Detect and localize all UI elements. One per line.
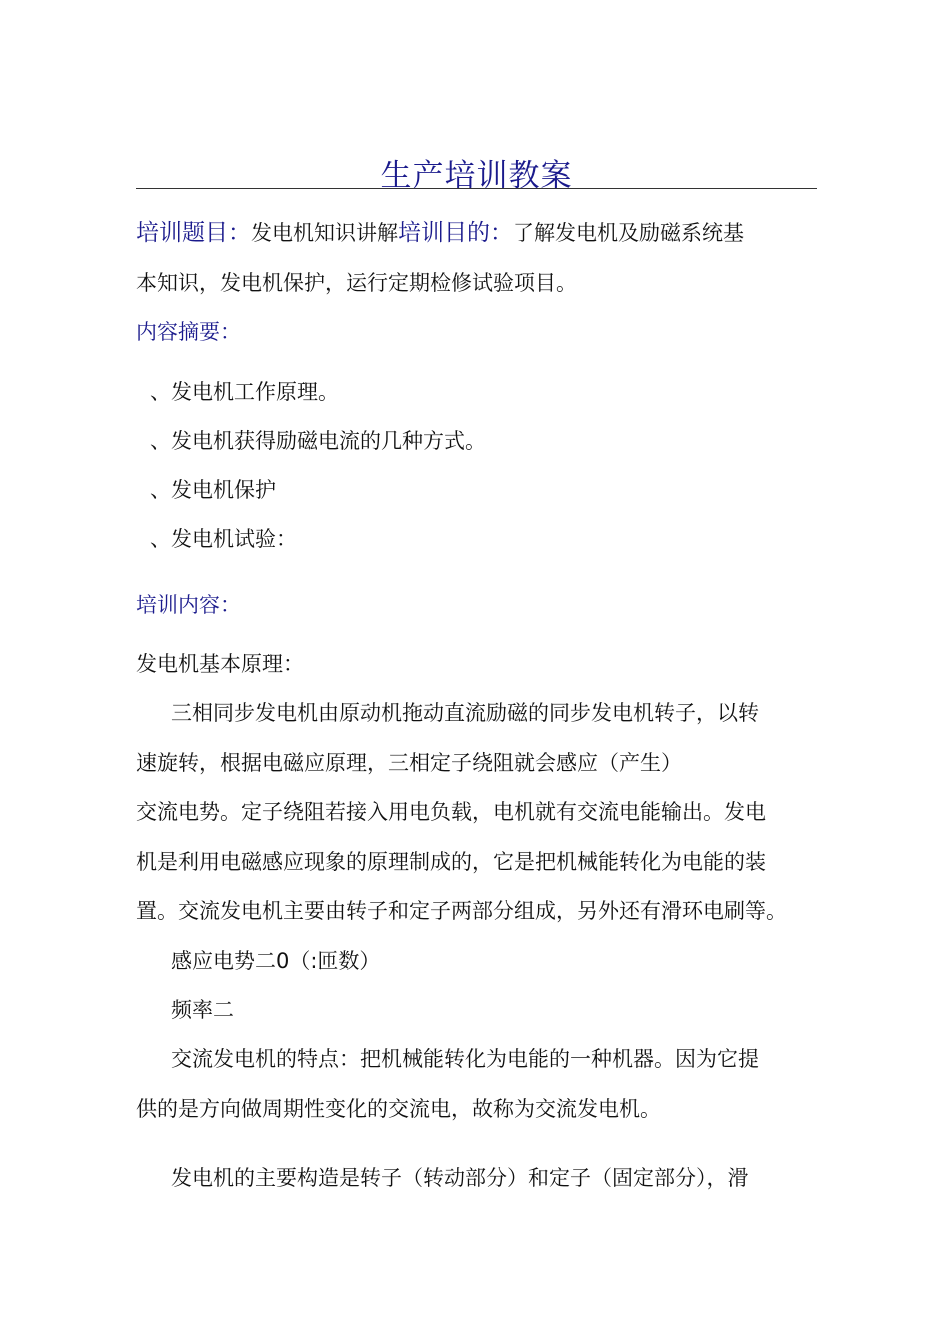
topic-text: 发电机知识讲解 [251, 221, 398, 245]
document-title: 生产培训教案 [380, 158, 573, 194]
title-underline [136, 188, 817, 189]
paragraph-line: 交流电势。定子绕阻若接入用电负载，电机就有交流电能输出。发电 [136, 800, 766, 824]
formula-line: 频率二 [171, 998, 234, 1022]
summary-item: 、发电机试验： [150, 527, 297, 551]
paragraph-line: 置。交流发电机主要由转子和定子两部分组成，另外还有滑环电刷等。 [136, 899, 787, 923]
summary-item: 、发电机工作原理。 [150, 380, 339, 404]
paragraph-line: 供的是方向做周期性变化的交流电，故称为交流发电机。 [136, 1097, 661, 1121]
paragraph-line: 交流发电机的特点：把机械能转化为电能的一种机器。因为它提 [171, 1047, 759, 1071]
paragraph-line: 机是利用电磁感应现象的原理制成的，它是把机械能转化为电能的装 [136, 850, 766, 874]
summary-item: 、发电机保护 [150, 478, 276, 502]
purpose-text-continued: 本知识，发电机保护，运行定期检修试验项目。 [136, 271, 577, 295]
purpose-text: 了解发电机及励磁系统基 [513, 221, 744, 245]
topic-label: 培训题目： [136, 220, 251, 246]
paragraph-line: 三相同步发电机由原动机拖动直流励磁的同步发电机转子，以转 [171, 701, 759, 725]
formula-line: 感应电势二0（:匝数） [171, 949, 381, 973]
content-label: 培训内容： [136, 593, 241, 617]
paragraph-line: 发电机的主要构造是转子（转动部分）和定子（固定部分），滑 [171, 1166, 749, 1190]
summary-label: 内容摘要： [136, 320, 241, 344]
paragraph-line: 速旋转，根据电磁应原理，三相定子绕阻就会感应（产生） [136, 751, 682, 775]
purpose-label: 培训目的： [398, 220, 513, 246]
summary-item: 、发电机获得励磁电流的几种方式。 [150, 429, 486, 453]
topic-line [136, 218, 744, 248]
content-heading: 发电机基本原理： [136, 652, 304, 676]
